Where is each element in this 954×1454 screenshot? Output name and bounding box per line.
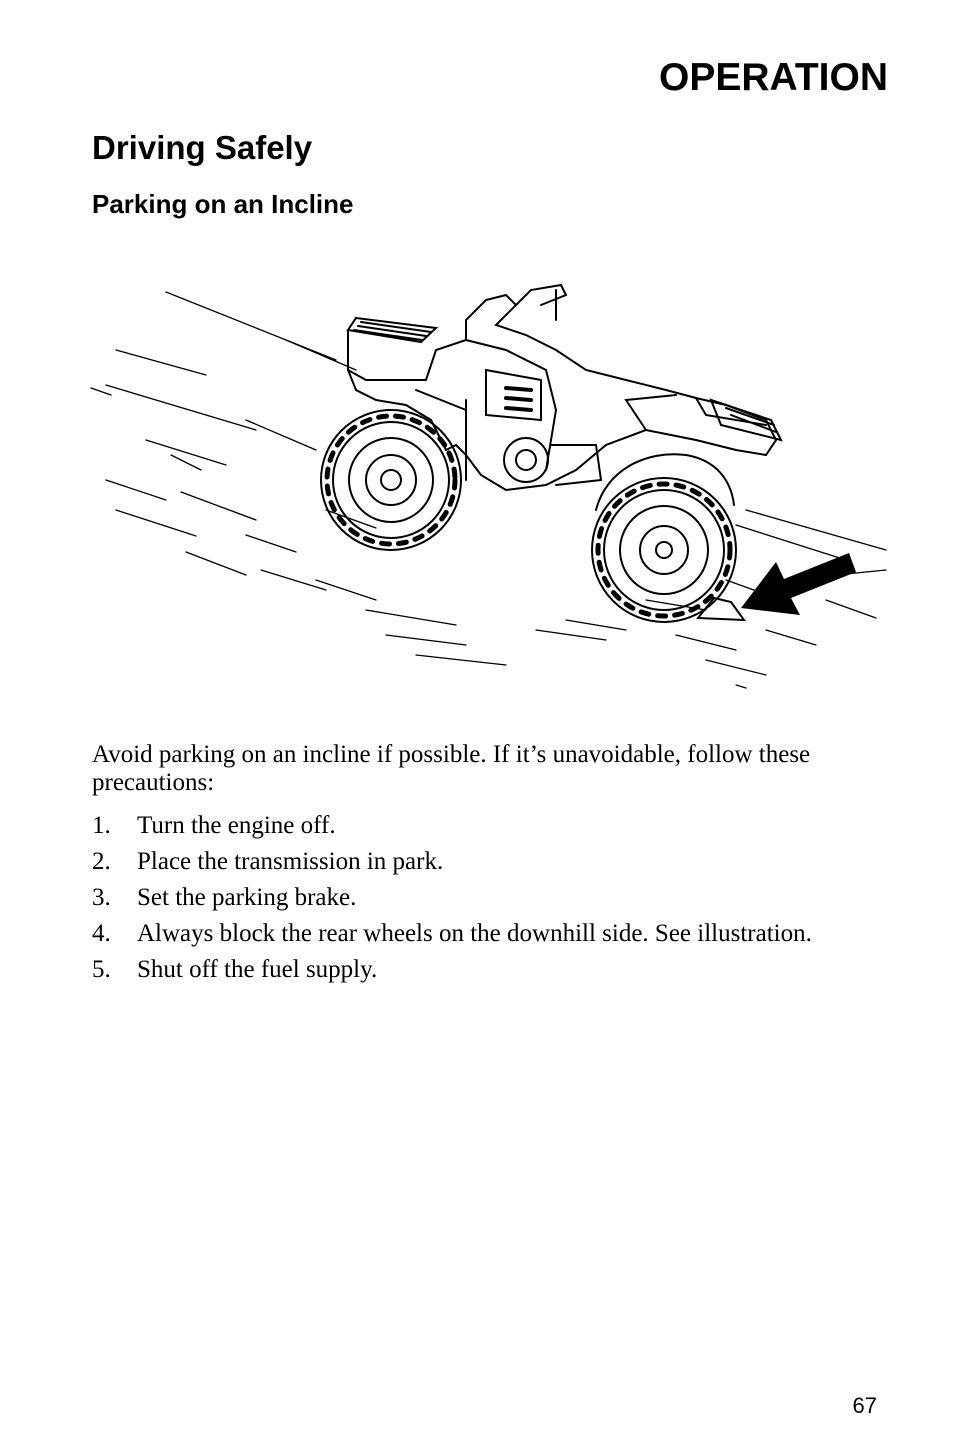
list-item-number: 1. (92, 812, 111, 839)
list-item (92, 956, 862, 984)
rear-rack (348, 318, 436, 342)
list-item-text: Place the transmission in park. (137, 848, 444, 875)
list-item (92, 812, 862, 840)
list-item-number: 2. (92, 848, 111, 875)
right-wheel (592, 478, 736, 622)
list-item-text: Turn the engine off. (137, 812, 336, 839)
page-number: 67 (852, 1393, 877, 1418)
left-wheel (321, 410, 461, 550)
atv-body (348, 285, 781, 490)
atv-incline-illustration (86, 280, 896, 690)
arrow-icon (741, 553, 856, 615)
list-item (92, 848, 862, 876)
page-title: Driving Safely (92, 129, 313, 166)
side-vents (506, 388, 531, 410)
list-item-text: Always block the rear wheels on the downhill side. See illustration. (137, 920, 812, 947)
section-subtitle: Parking on an Incline (92, 189, 354, 219)
list-item-number: 4. (92, 920, 111, 947)
precautions-list (92, 812, 862, 992)
list-item-text: Shut off the fuel supply. (137, 956, 378, 983)
section-header: OPERATION (659, 56, 888, 99)
list-item-text: Set the parking brake. (137, 884, 357, 911)
list-item (92, 920, 862, 948)
list-item-number: 3. (92, 884, 111, 911)
intro-paragraph: Avoid parking on an incline if possible. If it’s unavoidable, follow these precautions: (92, 741, 811, 796)
list-item (92, 884, 862, 912)
slope-lines (91, 292, 886, 688)
list-item-number: 5. (92, 956, 111, 983)
